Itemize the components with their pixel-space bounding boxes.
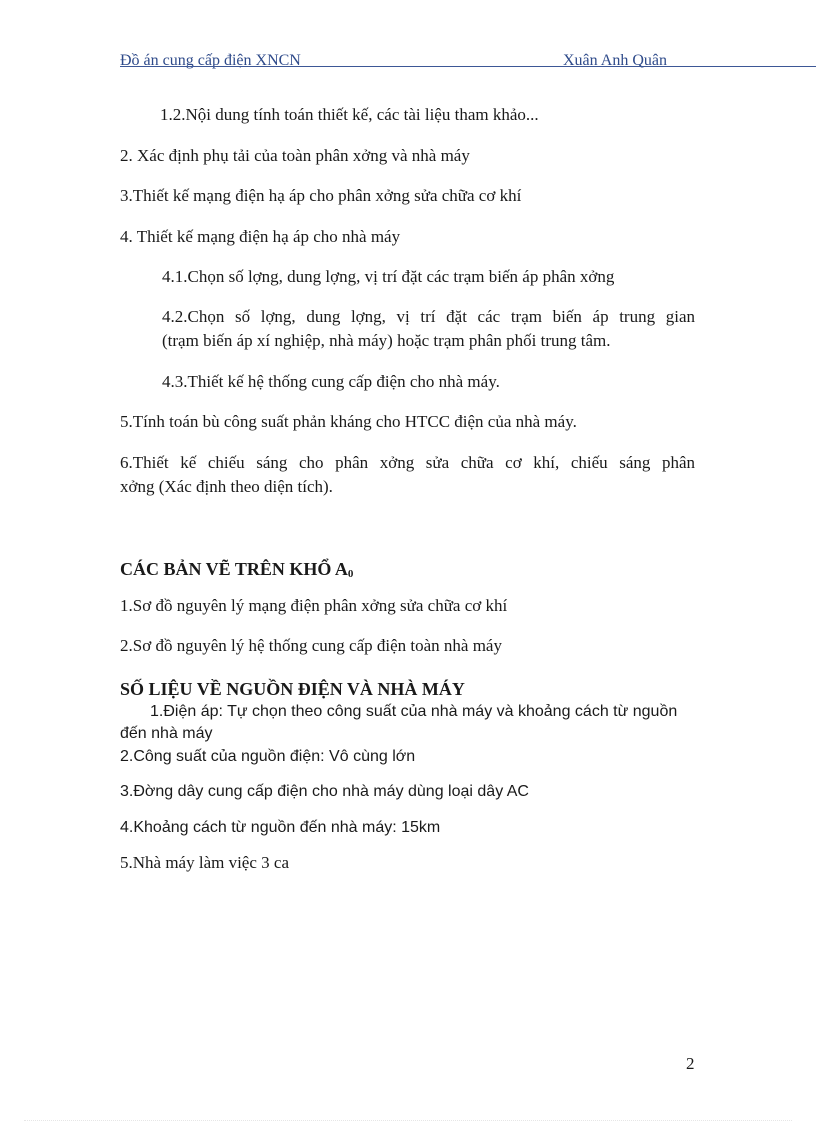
content-item-6-line2: xởng (Xác định theo diện tích). <box>120 477 333 496</box>
content-item-4-2-line1: 4.2.Chọn số lợng, dung lợng, vị trí đặt các trạm biến áp trung gian <box>162 307 695 326</box>
source-item-1-line1: 1.Điện áp: Tự chọn theo công suất của nhà máy và khoảng cách từ nguồn <box>150 703 678 720</box>
drawings-heading-subscript: 0 <box>347 568 354 580</box>
content-item-4-1: 4.1.Chọn số lợng, dung lợng, vị trí đặt các trạm biến áp phân xởng <box>162 267 615 286</box>
content-item-6-line1: 6.Thiết kế chiếu sáng cho phân xởng sửa chữa cơ khí, chiếu sáng phân <box>120 453 695 472</box>
source-item-3: 3.Đờng dây cung cấp điện cho nhà máy dùng loại dây AC <box>120 783 529 800</box>
content-item-4: 4. Thiết kế mạng điện hạ áp cho nhà máy <box>120 227 401 246</box>
content-item-4-3: 4.3.Thiết kế hệ thống cung cấp điện cho nhà máy. <box>162 372 500 391</box>
source-item-4: 4.Khoảng cách từ nguồn đến nhà máy: 15km <box>120 819 441 836</box>
content-item-4-2-line2: (trạm biến áp xí nghiệp, nhà máy) hoặc trạm phân phối trung tâm. <box>162 331 611 350</box>
header-project-title: Đồ án cung cấp điện XNCN <box>120 52 301 69</box>
source-item-5: 5.Nhà máy làm việc 3 ca <box>120 853 289 872</box>
content-item-5: 5.Tính toán bù công suất phản kháng cho HTCC điện của nhà máy. <box>120 412 577 431</box>
drawings-item-1: 1.Sơ đồ nguyên lý mạng điện phân xởng sửa chữa cơ khí <box>120 596 508 615</box>
drawings-item-2: 2.Sơ đồ nguyên lý hệ thống cung cấp điện toàn nhà máy <box>120 636 502 655</box>
page-number: 2 <box>686 1054 695 1073</box>
drawings-heading <box>120 557 353 586</box>
page-header <box>120 52 816 72</box>
source-item-2: 2.Công suất của nguồn điện: Vô cùng lớn <box>120 748 416 765</box>
content-item-3: 3.Thiết kế mạng điện hạ áp cho phân xởng sửa chữa cơ khí <box>120 186 522 205</box>
content-item-2: 2. Xác định phụ tải của toàn phân xởng và nhà máy <box>120 146 470 165</box>
drawings-heading-text: CÁC BẢN VẼ TRÊN KHỔ A <box>120 559 348 579</box>
content-item-1-2: 1.2.Nội dung tính toán thiết kế, các tài liệu tham khảo... <box>160 105 539 124</box>
source-data-heading: SỐ LIỆU VỀ NGUỒN ĐIỆN VÀ NHÀ MÁY <box>120 679 465 699</box>
header-rule <box>120 66 816 67</box>
header-author: Xuân Anh Quân <box>563 52 667 69</box>
source-item-1-line2: đến nhà máy <box>120 725 213 742</box>
page-bottom-border <box>24 1120 792 1121</box>
